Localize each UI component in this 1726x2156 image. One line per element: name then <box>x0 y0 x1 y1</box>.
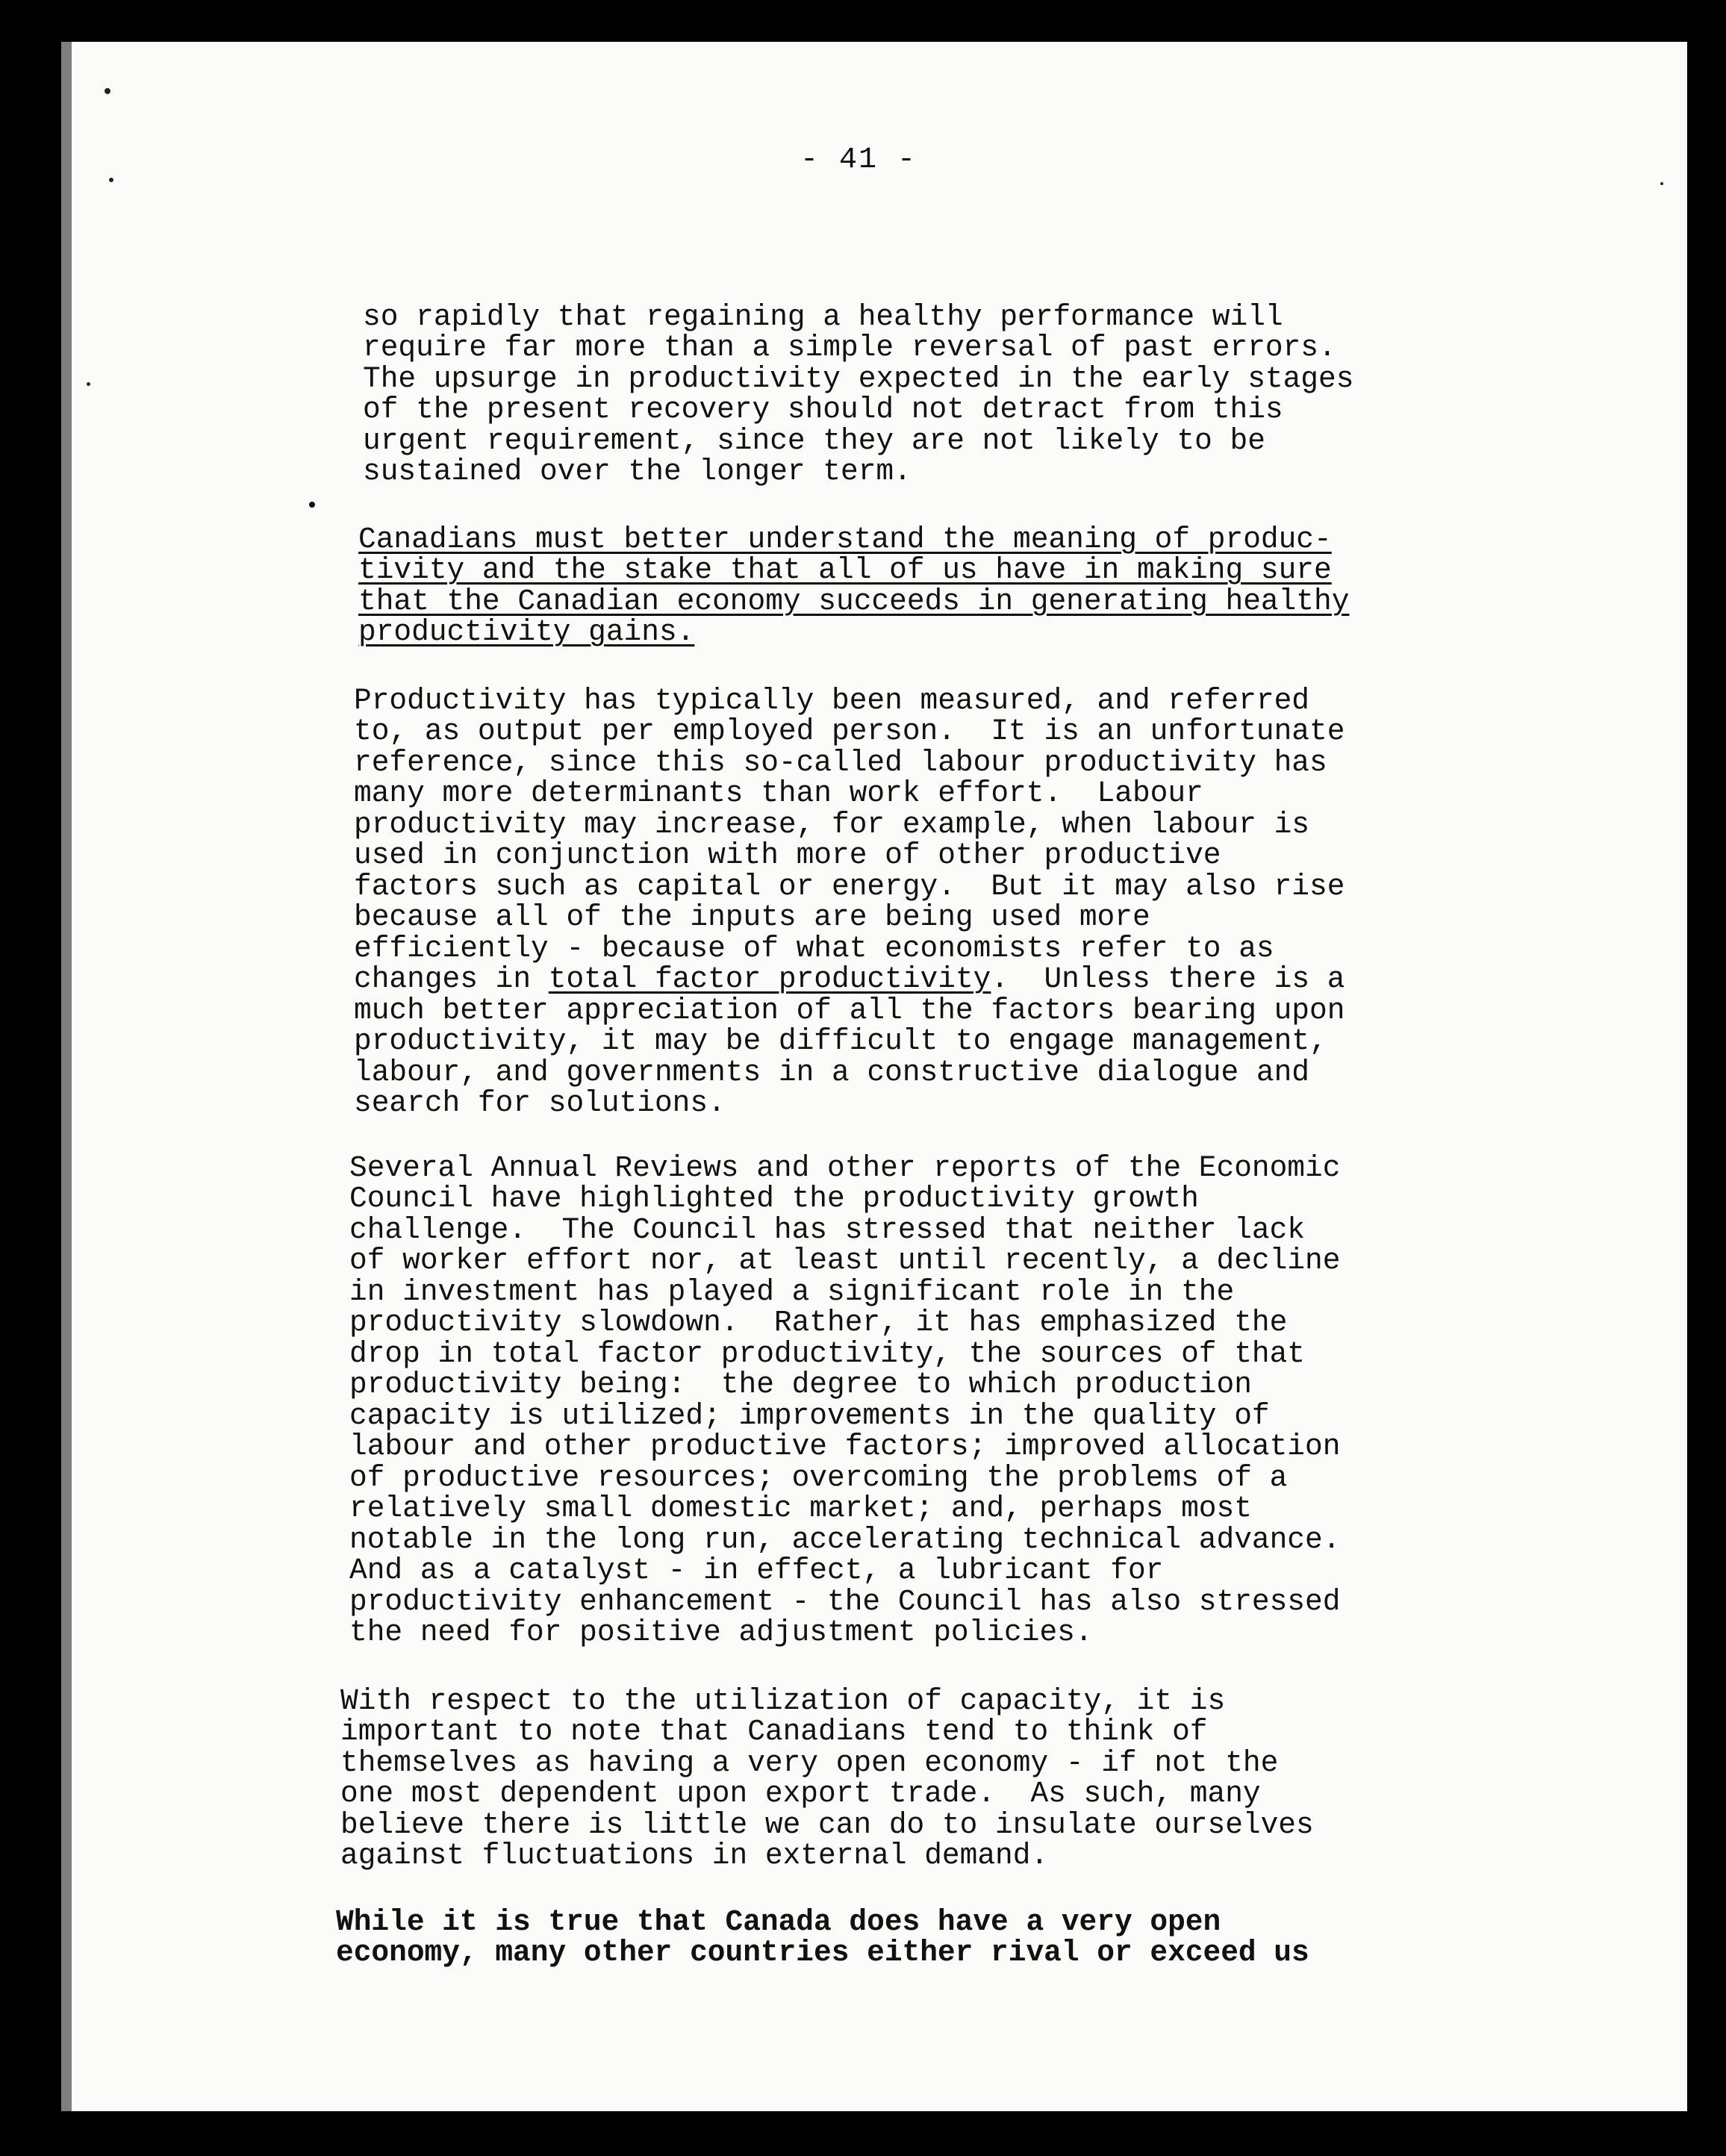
text-line: relatively small domestic market; and, perhaps most <box>349 1492 1252 1525</box>
paragraph-reviews <box>349 1121 1340 1679</box>
text-line: productivity, it may be difficult to engage management, <box>354 1024 1327 1058</box>
bullet-point <box>358 493 1349 679</box>
text-line: sustained over the longer term. <box>363 455 912 488</box>
scan-speck <box>105 88 110 94</box>
underlined-line: that the Canadian economy succeeds in generating healthy <box>358 584 1350 618</box>
text-line: against fluctuations in external demand. <box>340 1839 1049 1872</box>
text-line: productivity slowdown. Rather, it has emphasized the <box>349 1306 1288 1339</box>
text-line <box>354 964 1345 995</box>
text-line: Council have highlighted the productivity growth <box>349 1182 1199 1215</box>
text-line: labour and other productive factors; improved allocation <box>349 1430 1341 1463</box>
bullet-dot <box>309 502 315 508</box>
paragraph-continued <box>363 270 1353 518</box>
text-line: productivity being: the degree to which production <box>349 1368 1252 1401</box>
text-line: of productive resources; overcoming the problems of a <box>349 1460 1288 1495</box>
scan-edge <box>61 42 72 2111</box>
text-line: economy, many other countries either rival or exceed us <box>336 1936 1309 1969</box>
text-line: capacity is utilized; improvements in the quality of <box>349 1398 1270 1433</box>
text-line: notable in the long run, accelerating technical advance. <box>349 1522 1341 1557</box>
scan-speck <box>87 382 90 386</box>
text-line: While it is true that Canada does have a very open <box>336 1904 1221 1939</box>
text-line: And as a catalyst - in effect, a lubricant for <box>349 1554 1164 1587</box>
text-line: because all of the inputs are being used more <box>354 900 1150 934</box>
text-line: in investment has played a significant role in the <box>349 1274 1235 1309</box>
text-line: Several Annual Reviews and other reports of the Economic <box>349 1150 1341 1185</box>
text-line: themselves as having a very open economy - if not the <box>340 1745 1279 1780</box>
underlined-line: Canadians must better understand the meaning of produc- <box>358 522 1332 556</box>
text-line: With respect to the utilization of capacity, it is <box>340 1683 1226 1718</box>
paragraph-open-economy <box>336 1875 1309 1999</box>
text-line: factors such as capital or energy. But it may also rise <box>354 869 1345 903</box>
scan-speck <box>1660 182 1663 185</box>
underlined-term: total factor productivity <box>548 962 991 996</box>
text-line: one most dependent upon export trade. As such, many <box>340 1777 1261 1810</box>
text-line: efficiently - because of what economists refer to as <box>354 931 1274 965</box>
text-line: much better appreciation of all the factors bearing upon <box>354 993 1345 1027</box>
text-line: many more determinants than work effort. Labour <box>354 776 1203 810</box>
text-line: require far more than a simple reversal of past errors. <box>363 331 1336 364</box>
term-suffix: . Unless there is a <box>991 962 1345 996</box>
text-line: urgent requirement, since they are not likely to be <box>363 423 1265 458</box>
term-prefix: changes in <box>354 962 549 996</box>
text-line: drop in total factor productivity, the sources of that <box>349 1336 1306 1371</box>
text-line: believe there is little we can do to insulate ourselves <box>340 1807 1314 1842</box>
text-line: the need for positive adjustment policies. <box>349 1616 1093 1649</box>
text-line: reference, since this so-called labour productivity has <box>354 745 1327 779</box>
text-line: important to note that Canadians tend to think of <box>340 1715 1208 1748</box>
text-line: of worker effort nor, at least until recently, a decline <box>349 1244 1341 1277</box>
scan-speck <box>109 178 113 182</box>
text-line: productivity may increase, for example, when labour is <box>354 807 1310 841</box>
text-line: Productivity has typically been measured, and referred <box>354 683 1310 717</box>
paragraph-productivity <box>354 654 1345 1150</box>
text-line: The upsurge in productivity expected in the early stages <box>363 361 1354 396</box>
text-line: to, as output per employed person. It is an unfortunate <box>354 714 1345 748</box>
text-line: so rapidly that regaining a healthy performance will <box>363 299 1283 334</box>
paragraph-capacity <box>340 1654 1314 1902</box>
text-line: productivity enhancement - the Council has also stressed <box>349 1584 1341 1618</box>
underlined-line: tivity and the stake that all of us have in making sure <box>358 553 1332 587</box>
text-line: search for solutions. <box>354 1086 726 1120</box>
text-line: challenge. The Council has stressed that neither lack <box>349 1212 1306 1247</box>
text-line: of the present recovery should not detract from this <box>363 393 1283 426</box>
text-line: used in conjunction with more of other productive <box>354 838 1221 872</box>
underlined-line: productivity gains. <box>358 615 695 649</box>
text-line: labour, and governments in a constructive dialogue and <box>354 1055 1310 1089</box>
page-number: - 41 - <box>800 143 917 177</box>
